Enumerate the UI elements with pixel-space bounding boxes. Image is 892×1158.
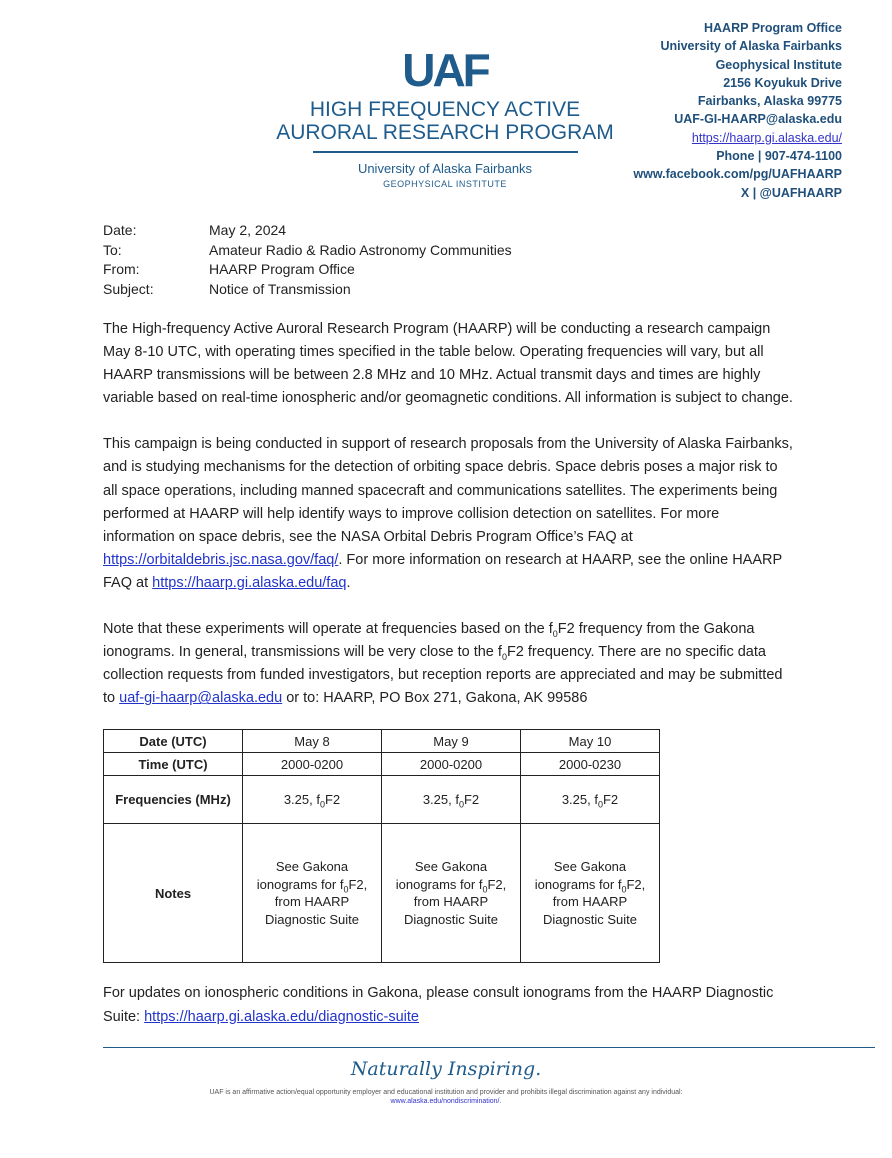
contact-block (633, 19, 842, 202)
memo-label: From: (103, 261, 140, 277)
text: 3.25, f (422, 792, 459, 808)
text: F2, from HAARP Diagnostic Suite (265, 876, 368, 927)
text: F2 (324, 792, 341, 808)
memo-to: Amateur Radio & Radio Astronomy Communities (209, 241, 512, 258)
table-cell (521, 824, 660, 963)
contact-email: UAF-GI-HAARP@alaska.edu (674, 112, 842, 127)
text: F2 frequency from the Gakona ionograms. In general, transmissions will be very close to the f (103, 621, 755, 661)
institute-name: GEOPHYSICAL INSTITUTE (383, 179, 507, 189)
paragraph-intro: The High-frequency Active Auroral Research Program (HAARP) will be conducting a research campaign May 8-10 UTC, with operating times specified in the table below. Operating frequencies will vary, but all HAARP transmissions will be between 2.8 MHz and 10 MHz. Actual transmit days and times are highly variable based on real-time ionospheric and/or geomagnetic conditions. All information is subject to change. (103, 321, 793, 407)
table-cell: May 9 (382, 730, 521, 753)
memo-label: To: (103, 241, 122, 258)
text: . For more information on research at HAARP, see the online HAARP FAQ at (103, 551, 782, 591)
table-row (104, 824, 660, 963)
text: See Gakona ionograms for f (256, 859, 349, 892)
program-name-line2: AURORAL RESEARCH PROGRAM (276, 121, 614, 144)
contact-line: HAARP Program Office (704, 21, 842, 35)
row-header: Notes (104, 824, 243, 963)
contact-phone: Phone | 907-474-1100 (716, 149, 842, 164)
nondiscrimination-link[interactable]: www.alaska.edu/nondiscrimination/ (390, 1097, 500, 1105)
memo-header (103, 221, 875, 299)
text: See Gakona ionograms for f (534, 859, 627, 892)
table-cell (243, 824, 382, 963)
university-name: University of Alaska Fairbanks (357, 161, 533, 176)
diagnostic-suite-link[interactable]: https://haarp.gi.alaska.edu/diagnostic-suite (144, 1008, 419, 1025)
contact-x: X | @UAFHAARP (740, 185, 842, 200)
table-cell (382, 824, 521, 963)
table-cell (243, 776, 382, 824)
table-row (104, 730, 660, 753)
text: F2, from HAARP Diagnostic Suite (404, 876, 507, 927)
memo-label: Subject: (103, 280, 154, 297)
footer-slogan: Naturally Inspiring. (350, 1057, 542, 1080)
logo-divider (313, 151, 578, 153)
contact-facebook: www.facebook.com/pg/UAFHAARP (633, 167, 842, 182)
email-link[interactable]: uaf-gi-haarp@alaska.edu (119, 690, 283, 707)
program-name-line1: HIGH FREQUENCY ACTIVE (309, 98, 581, 121)
contact-line: University of Alaska Fairbanks (660, 39, 842, 54)
table-cell: 2000-0200 (243, 753, 382, 776)
text: F2 (602, 792, 619, 808)
nasa-faq-link[interactable]: https://orbitaldebris.jsc.nasa.gov/faq/ (103, 551, 339, 568)
table-row (104, 753, 660, 776)
table-row (104, 776, 660, 824)
table-cell (382, 776, 521, 824)
subscript: 0 (482, 884, 488, 895)
footer-legal (0, 1088, 892, 1106)
text: . (499, 1097, 502, 1105)
subscript: 0 (552, 628, 558, 639)
text: 3.25, f (561, 792, 598, 808)
schedule-table (103, 729, 660, 963)
paragraph-updates (103, 982, 793, 1028)
subscript: 0 (501, 652, 507, 663)
subscript: 0 (343, 884, 349, 895)
text: or to: HAARP, PO Box 271, Gakona, AK 99586 (282, 690, 588, 707)
text: F2 (463, 792, 480, 808)
subscript: 0 (458, 800, 464, 810)
text: This campaign is being conducted in support of research proposals from the University of Alaska Fairbanks, and is studying mechanisms for the detection of orbiting space debris. Space debris poses a major risk to all space operations, including manned spacecraft and communications satellites. The experiments being performed at HAARP will help identify ways to improve collision detection on satellites. For more information on space debris, see the NASA Orbital Debris Program Office’s FAQ at (103, 436, 793, 545)
memo-label: Date: (103, 222, 137, 238)
contact-line: Geophysical Institute (715, 57, 842, 72)
paragraph-campaign (103, 433, 793, 595)
text: F2 frequency. There are no specific data collection requests from funded investigators, but reception reports are appreciated and may be submitted to (103, 644, 783, 707)
haarp-faq-link[interactable]: https://haarp.gi.alaska.edu/faq (152, 574, 347, 591)
text: Note that these experiments will operate at frequencies based on the f (103, 621, 553, 638)
memo-subject: Notice of Transmission (209, 280, 351, 297)
row-header: Date (UTC) (104, 730, 243, 753)
text: 3.25, f (283, 792, 320, 808)
subscript: 0 (319, 800, 325, 810)
footer-divider (103, 1047, 875, 1048)
subscript: 0 (597, 800, 603, 810)
text: See Gakona ionograms for f (395, 859, 488, 892)
table-cell: 2000-0200 (382, 753, 521, 776)
contact-line: Fairbanks, Alaska 99775 (697, 94, 842, 109)
subscript: 0 (621, 884, 627, 895)
uaf-logo-mark: UAF (402, 44, 488, 96)
memo-from: HAARP Program Office (209, 261, 355, 277)
memo-date: May 2, 2024 (209, 222, 287, 238)
text: . (346, 574, 351, 591)
row-header: Time (UTC) (104, 753, 243, 776)
table-cell: May 10 (521, 730, 660, 753)
table-cell (521, 776, 660, 824)
text: For updates on ionospheric conditions in Gakona, please consult ionograms from the HAARP Diagnostic Suite: (103, 985, 774, 1025)
website-link[interactable]: https://haarp.gi.alaska.edu/ (691, 130, 842, 145)
paragraph-note (103, 618, 793, 710)
table-cell: May 8 (243, 730, 382, 753)
legal-text: UAF is an affirmative action/equal opportunity employer and educational institution and provider and prohibits illegal discrimination against any individual: (209, 1088, 683, 1096)
haarp-logo (270, 44, 620, 189)
table-cell: 2000-0230 (521, 753, 660, 776)
letter-body (103, 221, 875, 1106)
row-header: Frequencies (MHz) (104, 776, 243, 824)
contact-line: 2156 Koyukuk Drive (723, 75, 842, 90)
text: F2, from HAARP Diagnostic Suite (543, 876, 646, 927)
